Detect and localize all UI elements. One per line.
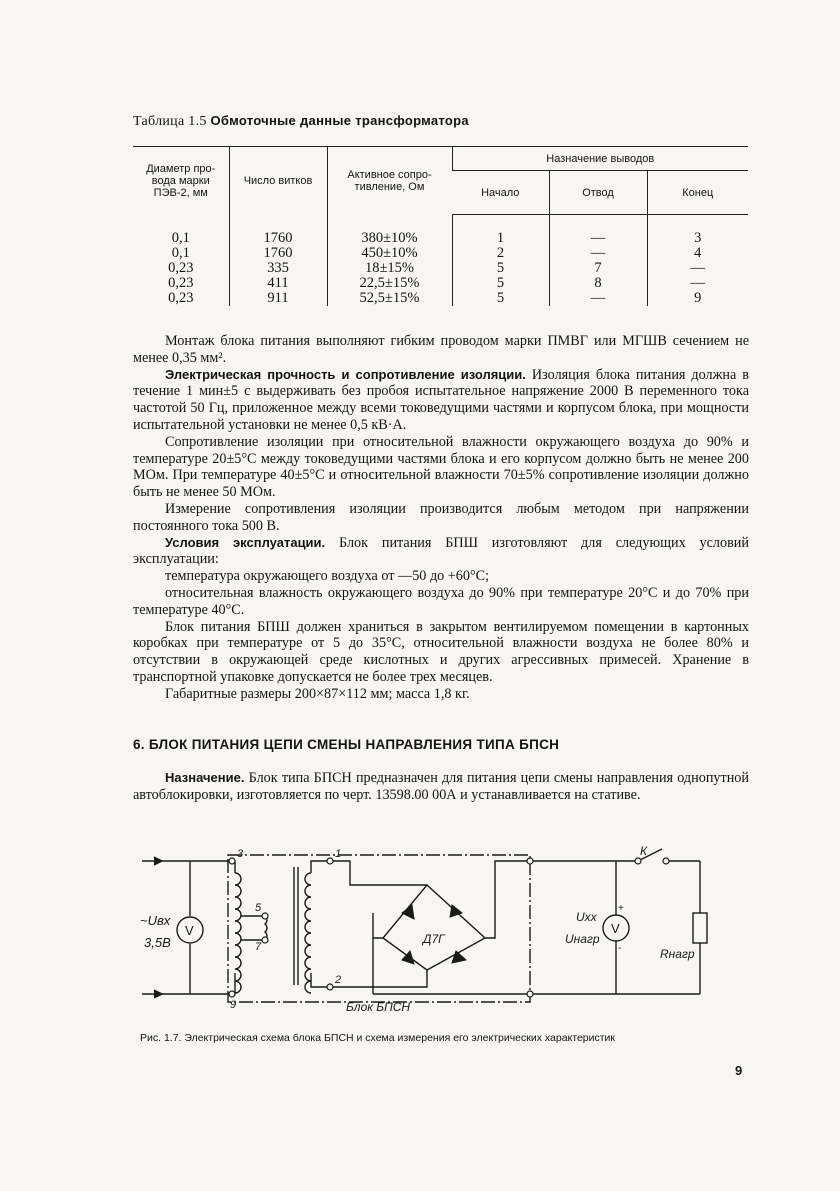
plus-sign: + xyxy=(618,903,624,914)
winding-data-table xyxy=(133,146,748,306)
run-in-heading: Назначение. xyxy=(165,770,245,785)
cell-end: 3 xyxy=(647,231,748,246)
cell-turns: 335 xyxy=(229,261,327,276)
bridge-label: Д7Г xyxy=(423,932,445,946)
paragraph-humidity: относительная влажность окружающего воздуха до 90% при температуре 20°С и до 70% при температуре 40°С. xyxy=(133,584,749,618)
output-voltmeter-symbol: V xyxy=(611,921,620,936)
load-resistor-label: Rнагр xyxy=(660,947,695,961)
terminal-9-label: 9 xyxy=(230,999,237,1011)
cell-start: 5 xyxy=(452,276,549,291)
cell-end: — xyxy=(647,276,748,291)
header-turns: Число витков xyxy=(229,147,327,215)
terminal-3-label: 3 xyxy=(237,848,244,860)
table-caption-title: Обмоточные данные трансформатора xyxy=(210,113,469,128)
cell-tap: 7 xyxy=(549,261,647,276)
paragraph-temperature: температура окружающего воздуха от —50 до +60°С; xyxy=(165,568,490,585)
input-voltage-label: ~Uвх xyxy=(140,913,171,928)
header-resistance: Активное сопро-тивление, Ом xyxy=(327,147,452,215)
cell-end: 4 xyxy=(647,246,748,261)
paragraph-dimensions: Габаритные размеры 200×87×112 мм; масса 1,8 кг. xyxy=(165,685,470,702)
block-label: Блок БПСН xyxy=(346,1000,411,1014)
cell-tap: — xyxy=(549,231,647,246)
cell-diameter: 0,23 xyxy=(168,290,194,306)
cell-diameter: 0,1 xyxy=(171,245,190,261)
run-in-heading: Условия эксплуатации. xyxy=(165,534,326,550)
paragraph-measurement: Измерение сопротивления изоляции производится любым методом при напряжении постоянного тока 500 В. xyxy=(133,500,749,534)
cell-tap: — xyxy=(549,246,647,261)
cell-start: 2 xyxy=(452,246,549,261)
switch-label: К xyxy=(640,844,648,858)
paragraph-insulation-resistance: Сопротивление изоляции при относительной влажности окружающего воздуха до 90% и температуре 20±5°С между токоведущими частями блока и его корпусом должно быть не менее 200 МОм. При температуре 40±5°С и относительной влажности 70±5% сопротивление изоляции должно быть не менее 50 МОм. xyxy=(133,433,749,501)
cell-turns: 1760 xyxy=(229,246,327,261)
cell-turns: 911 xyxy=(229,291,327,306)
idle-voltage-label: Uxx xyxy=(576,910,597,924)
load-voltage-label: Uнагр xyxy=(565,932,600,946)
minus-sign: - xyxy=(618,943,622,954)
specification-text xyxy=(133,333,749,703)
terminal-1-label: 1 xyxy=(335,848,342,860)
cell-end: 9 xyxy=(647,291,748,306)
cell-resistance: 52,5±15% xyxy=(327,291,452,306)
terminal-7-label: 7 xyxy=(255,941,262,953)
terminal-2-label: 2 xyxy=(335,974,342,986)
cell-start: 5 xyxy=(452,261,549,276)
circuit-diagram xyxy=(140,843,720,1023)
input-voltage-value: 3,5В xyxy=(144,935,171,950)
cell-resistance: 22,5±15% xyxy=(327,276,452,291)
cell-tap: — xyxy=(549,291,647,306)
cell-tap: 8 xyxy=(549,276,647,291)
cell-resistance: 380±10% xyxy=(327,231,452,246)
cell-start: 1 xyxy=(452,231,549,246)
paragraph-operating-conditions: Условия эксплуатации. Блок питания БПШ изготовляют для следующих условий эксплуатации: xyxy=(133,534,749,568)
cell-diameter: 0,23 xyxy=(168,275,194,291)
table-caption-prefix: Таблица 1.5 xyxy=(133,114,207,129)
cell-turns: 1760 xyxy=(229,231,327,246)
cell-end: — xyxy=(647,261,748,276)
table-row xyxy=(133,246,748,261)
page-number: 9 xyxy=(735,1063,743,1078)
figure-caption: Рис. 1.7. Электрическая схема блока БПСН и схема измерения его электрических характеристик xyxy=(140,1032,616,1044)
header-tap: Отвод xyxy=(549,171,647,215)
table-caption xyxy=(133,113,733,130)
header-diameter: Диаметр про-вода марки ПЭВ-2, мм xyxy=(133,147,229,215)
table-row xyxy=(133,291,748,306)
cell-resistance: 450±10% xyxy=(327,246,452,261)
header-terminals: Назначение выводов xyxy=(452,147,748,171)
table-row xyxy=(133,261,748,276)
header-start: Начало xyxy=(452,171,549,215)
section-purpose xyxy=(133,770,749,804)
paragraph-storage: Блок питания БПШ должен храниться в закрытом вентилируемом помещении в картонных коробках при температуре от 5 до 35°С, относительной влажности воздуха не более 80% и отсутствии в окружающей среде кислотных и других агрессивных примесей. Хранение в транспортной упаковке допускается не более трех месяцев. xyxy=(133,618,749,685)
paragraph-insulation-strength: Электрическая прочность и сопротивление изоляции. Изоляция блока питания должна в течение 1 мин±5 с выдерживать без пробоя испытательное напряжение 2000 В переменного тока частотой 50 Гц, приложенное между всеми токоведущими частями и корпусом блока, при мощности испытательной установки не менее 0,5 кВ·А. xyxy=(133,366,750,433)
cell-diameter: 0,1 xyxy=(171,230,190,246)
table-row xyxy=(133,276,748,291)
cell-start: 5 xyxy=(452,291,549,306)
table-row xyxy=(133,231,748,246)
header-end: Конец xyxy=(647,171,748,215)
section-heading: 6. БЛОК ПИТАНИЯ ЦЕПИ СМЕНЫ НАПРАВЛЕНИЯ ТИПА БПСН xyxy=(133,737,560,752)
terminal-5-label: 5 xyxy=(255,902,262,914)
cell-turns: 411 xyxy=(229,276,327,291)
cell-resistance: 18±15% xyxy=(327,261,452,276)
input-voltmeter-symbol: V xyxy=(185,923,194,938)
paragraph-purpose: Назначение. Блок типа БПСН предназначен для питания цепи смены направления однопутной автоблокировки, изготовляется по черт. 13598.00 00А и устанавливается на стативе. xyxy=(133,770,749,803)
cell-diameter: 0,23 xyxy=(168,260,194,276)
paragraph-mounting: Монтаж блока питания выполняют гибким проводом марки ПМВГ или МГШВ сечением не менее 0,35 мм². xyxy=(133,333,749,366)
run-in-heading: Электрическая прочность и сопротивление изоляции. xyxy=(165,366,526,382)
